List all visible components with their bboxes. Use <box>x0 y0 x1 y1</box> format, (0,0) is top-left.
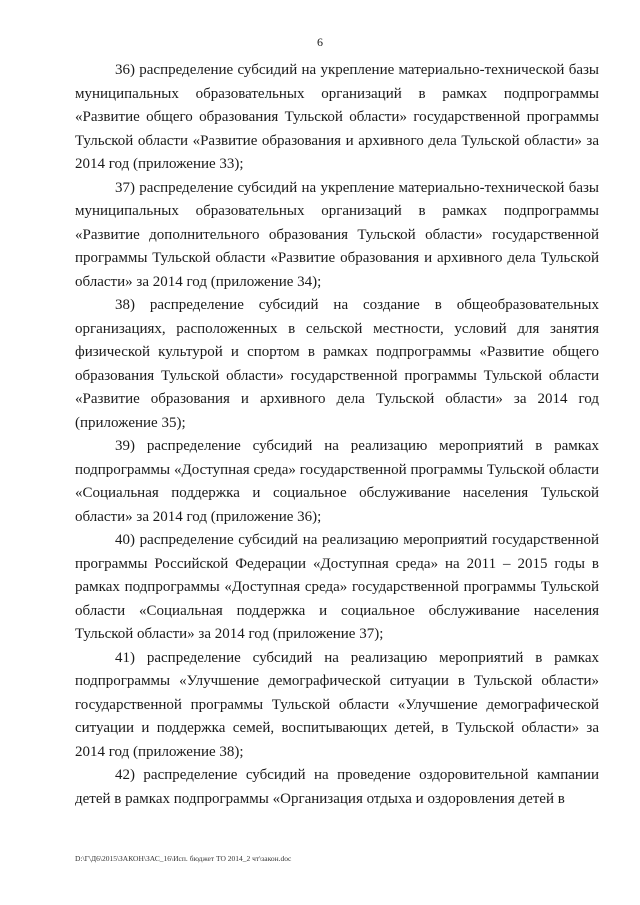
paragraph-36: 36) распределение субсидий на укрепление материально-технической базы муниципальных образовательных организаций в рамках подпрограммы «Развитие общего образования Тульской области» государственной программы Тульской области «Развитие образования и архивного дела Тульской области» за 2014 год (приложение 33); <box>75 62 599 172</box>
page-number: 6 <box>317 35 323 49</box>
paragraph-42: 42) распределение субсидий на проведение оздоровительной кампании детей в рамках подпрограммы «Организация отдыха и оздоровления детей в <box>75 767 599 807</box>
document-body <box>75 59 599 811</box>
paragraph-39: 39) распределение субсидий на реализацию мероприятий в рамках подпрограммы «Доступная среда» государственной программы Тульской области «Социальная поддержка и социальное обслуживание населения Тульской области» за 2014 год (приложение 36); <box>75 438 599 525</box>
paragraph-40: 40) распределение субсидий на реализацию мероприятий государственной программы Российской Федерации «Доступная среда» на 2011 – 2015 годы в рамках подпрограммы «Доступная среда» государственной программы Тульской области «Социальная поддержка и социальное обслуживание населения Тульской области» за 2014 год (приложение 37); <box>75 532 599 642</box>
paragraph-37: 37) распределение субсидий на укрепление материально-технической базы муниципальных образовательных организаций в рамках подпрограммы «Развитие дополнительного образования Тульской области» государственной программы Тульской области «Развитие образования и архивного дела Тульской области» за 2014 год (приложение 34); <box>75 179 599 290</box>
paragraph-38: 38) распределение субсидий на создание в общеобразовательных организациях, расположенных в сельской местности, условий для занятия физической культурой и спортом в рамках подпрограммы «Развитие общего образования Тульской области» государственной программы Тульской области «Развитие образования и архивного дела Тульской области» за 2014 год (приложение 35); <box>75 297 599 431</box>
paragraph-41: 41) распределение субсидий на реализацию мероприятий в рамках подпрограммы «Улучшение демографической ситуации в Тульской области» государственной программы Тульской области «Улучшение демографической ситуации и поддержка семей, воспитывающих детей, в Тульской области» за 2014 год (приложение 38); <box>75 649 599 760</box>
file-path-footer: D:\Г\Д6\2015\ЗАКОН\ЗАС_16\Исп. бюджет ТО 2014_2 чт\закон.doc <box>75 854 292 863</box>
